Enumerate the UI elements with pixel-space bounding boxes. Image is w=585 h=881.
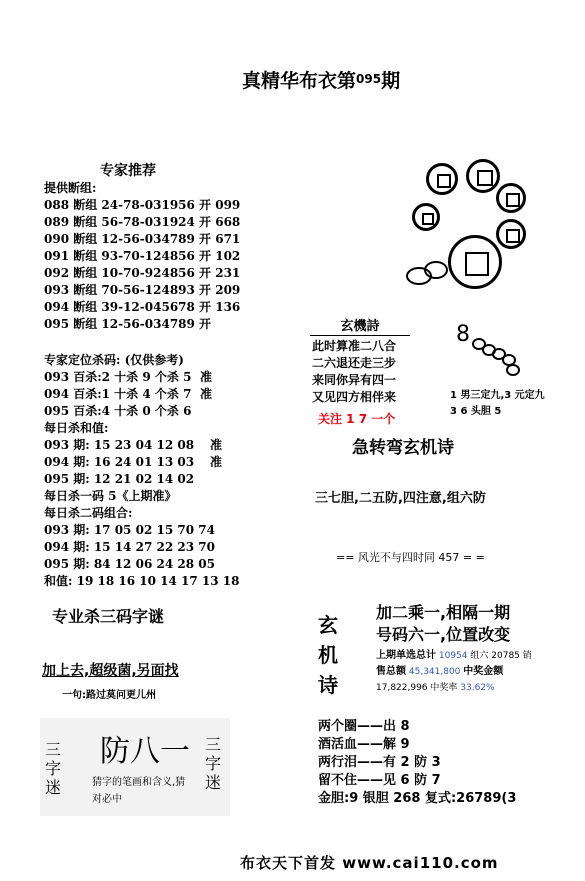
pair-row: 两个圈——出 8 <box>318 719 410 734</box>
erma-row: 094 期: 15 14 27 22 23 70 <box>44 540 215 554</box>
footer-text: 布衣天下首发 www.cai110.com <box>240 854 499 872</box>
erma-row: 093 期: 17 05 02 15 70 74 <box>44 523 215 537</box>
erma-row: 和值: 19 18 16 10 14 17 13 18 <box>44 574 240 588</box>
pair-row: 两行泪——有 2 防 3 <box>318 755 441 770</box>
xuanji-stat-row: 上期单选总计 10954 组六 20785 销 <box>376 650 532 661</box>
poem-line: 此时算准二八合 <box>312 339 397 353</box>
duan-zu-row: 089 断组 56-78-031924 开 668 <box>44 215 241 229</box>
zimi-left: 三 字 迷 <box>45 740 62 797</box>
page-title-box <box>240 60 401 102</box>
pair-row: 金胆:9 银胆 268 复式:26789(3 <box>318 791 517 806</box>
mystery-note: 关注 1 7 一个 <box>318 412 396 426</box>
digit-eight-graphic: 8 <box>456 322 470 347</box>
xuanji-line-2: 号码六一,位置改变 <box>376 625 511 644</box>
duan-zu-label: 提供断组: <box>44 181 97 195</box>
coin-icon <box>496 183 526 213</box>
picture-note-1: 1 男三定九,3 元定九 <box>450 390 545 401</box>
poem-line: 二六退还走三步 <box>312 356 397 370</box>
duan-zu-row: 092 断组 10-70-924856 开 231 <box>44 266 241 280</box>
riddle3-phrase: 加上去,超级菌,另面找 <box>42 663 179 679</box>
erma-row: 095 期: 84 12 06 24 28 05 <box>44 557 215 571</box>
duan-zu-row: 088 断组 24-78-031956 开 099 <box>44 198 241 212</box>
duan-zu-row: 091 断组 93-70-124856 开 102 <box>44 249 241 263</box>
turn-answer: 三七胆,二五防,四注意,组六防 <box>315 491 486 506</box>
coin-icon <box>412 203 440 231</box>
hezhi-row: 093 期: 15 23 04 12 08 准 <box>44 438 223 452</box>
duan-zu-row: 090 断组 12-56-034789 开 671 <box>44 232 241 246</box>
duan-zu-row: 093 断组 70-56-124893 开 209 <box>44 283 241 297</box>
poem-line: 又见四方相伴来 <box>312 390 397 404</box>
coin-icon <box>466 159 500 193</box>
pair-row: 留不住——见 6 防 7 <box>318 773 441 788</box>
xuanji-line-1: 加二乘一,相隔一期 <box>376 603 511 622</box>
xuanji-stat-row: 17,822,996 中奖率 33.62% <box>376 683 495 693</box>
eight-picture <box>448 322 543 422</box>
erma-label: 每日杀二码组合: <box>44 506 133 520</box>
sha-label: 专家定位杀码: (仅供参考) <box>44 353 184 367</box>
duan-zu-row: 094 断组 39-12-045678 开 136 <box>44 300 241 314</box>
page-title-prefix: 真精华布衣第 <box>242 70 357 92</box>
coin-icon <box>496 219 526 249</box>
page-title-suffix: 期 <box>381 70 401 92</box>
pair-row: 酒活血——解 9 <box>318 737 410 752</box>
mystery-poem-box <box>310 318 410 428</box>
poem-line: 来同你异有四一 <box>312 373 397 387</box>
zimi-main: 防八一 <box>100 734 190 769</box>
sha-row: 093 百杀:2 十杀 9 个杀 5 准 <box>44 370 213 384</box>
picture-note-2: 3 6 头胆 5 <box>450 406 502 417</box>
riddle3-title: 专业杀三码字谜 <box>52 607 165 626</box>
coin-icon <box>448 235 502 289</box>
issue-number: 095 <box>356 72 382 86</box>
xuanji-stat-row: 售总额 45,341,800 中奖金额 <box>376 666 504 677</box>
duan-zu-list <box>44 180 244 333</box>
mystery-poem-lines <box>312 338 396 406</box>
wind-line: == 风光不与四时同 457 = = <box>336 551 485 564</box>
yima-line: 每日杀一码 5《上期准》 <box>44 489 177 503</box>
hezhi-label: 每日杀和值: <box>44 421 109 435</box>
ring-icon <box>424 261 448 279</box>
sha-list <box>44 352 244 590</box>
hezhi-row: 095 期: 12 21 02 14 02 <box>44 472 195 486</box>
coins-picture <box>398 155 528 315</box>
zimi-right: 三 字 迷 <box>205 735 222 792</box>
xuanji-box <box>310 590 550 700</box>
turn-title: 急转弯玄机诗 <box>352 438 454 458</box>
expert-title: 专家推荐 <box>100 163 156 179</box>
ring-icon <box>506 364 520 376</box>
mystery-poem-title: 玄機詩 <box>310 318 410 336</box>
sha-row: 095 百杀:4 十杀 0 个杀 6 <box>44 404 192 418</box>
xuanji-side: 玄 机 诗 <box>318 613 338 697</box>
zimi-hint-1: 猜字的笔画和含义,猜 <box>92 777 186 788</box>
coin-icon <box>426 163 458 195</box>
sha-row: 094 百杀:1 十杀 4 个杀 7 准 <box>44 387 213 401</box>
riddle3-hint: 一句:路过莫问更儿州 <box>62 690 156 701</box>
pairs-list <box>318 718 516 808</box>
duan-zu-row: 095 断组 12-56-034789 开 <box>44 317 212 331</box>
zimi-hint-2: 对必中 <box>92 794 122 805</box>
hezhi-row: 094 期: 16 24 01 13 03 准 <box>44 455 223 469</box>
